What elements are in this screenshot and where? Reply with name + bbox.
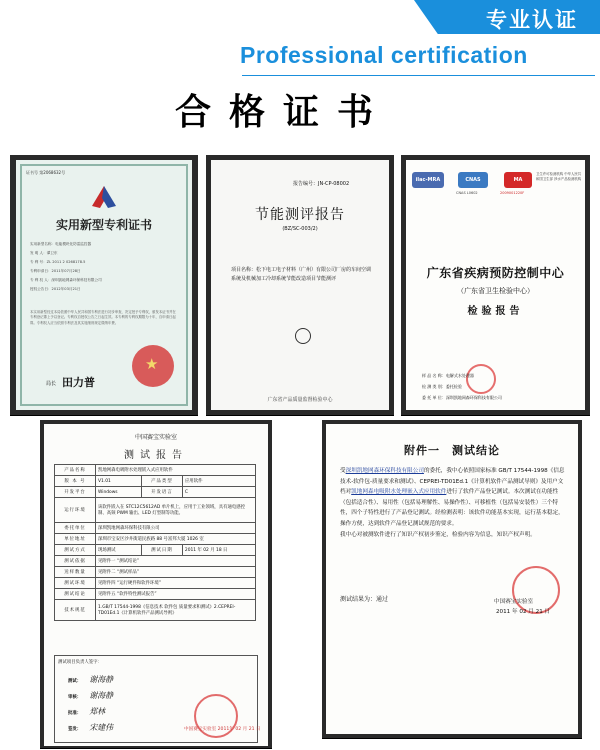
energy-report[interactable]	[211, 160, 389, 410]
issue-date: 2011 年 02 月 21 日	[496, 609, 551, 615]
detail-line: 实用新型名称：电能模块化防雷监控器	[30, 242, 92, 246]
table-row: 技术规范 1.GB/T 17544-1998《信息技术 软件包 质量要求和测试》2.CEPREI-TD01Ed.1《计算机软件产品测试导则》	[55, 600, 256, 621]
header-badge	[408, 0, 600, 34]
seal-text: 中国赛宝实验室 2011年 02 月 21 日	[184, 727, 261, 732]
patent-office-logo-icon	[86, 182, 122, 212]
report-title: 节能测评报告	[255, 207, 345, 223]
detail-line: 发 明 人：谭卫东	[30, 251, 58, 255]
signature-team-label: 测试项目负责人签字：	[58, 660, 102, 665]
table-row: 产品名称 凯地网森电吸附水处理嵌入式应用软件	[55, 465, 256, 476]
cnas-code: CNAS L0602	[456, 191, 478, 195]
signature-row: 测试： 谢海静	[68, 675, 114, 684]
report-table	[54, 464, 256, 621]
detail-line: 专 利 权 人：深圳凯地网森环保科技有限公司	[30, 278, 102, 282]
signature: 田力普	[62, 376, 95, 389]
quality-mark-icon	[295, 328, 311, 344]
signature-label: 局长	[46, 381, 57, 387]
table-row: 委托单位 深圳凯地网森环保科技有限公司	[55, 523, 256, 534]
table-row: 送样数量 见附件二 “测试样品”	[55, 567, 256, 578]
table-row: 测试结论 见附件五 “软件特性测试报告”	[55, 589, 256, 600]
table-row: 开发平台 Windows 开发语言 C	[55, 487, 256, 498]
report-number: 报告编号：JN-CP-08002	[293, 181, 350, 187]
cma-code: 2009001220F	[500, 191, 525, 195]
table-row: 单位地址 深圳市宝安区沙井街道民族路 88 号富邦大厦 1026 室	[55, 534, 256, 545]
signature-row: 批准： 郑林	[68, 707, 106, 716]
table-row: 运行环境 该软件嵌入在 STC12C5612AD 单片机上，应用于工业领域，具有通电感控制、高频 PWM 输出、LED 灯型制等功能。	[55, 498, 256, 523]
table-row: 测试环境 见附件四 “运行硬件和软件环境”	[55, 578, 256, 589]
header-en-title: Professional certification	[240, 42, 528, 68]
header-cn-title: 专业认证	[486, 8, 578, 32]
report-code: (BZ/SC-003/2)	[282, 226, 318, 232]
test-result: 测试结果为：通过	[340, 596, 389, 603]
report-org-subtitle: （广东省卫生检验中心）	[457, 287, 534, 295]
detail-line: 检 测 类 别：委托检验	[422, 384, 462, 389]
report-title: 检验报告	[467, 306, 524, 317]
issuing-org: 广东省产品质量监督检验中心	[267, 397, 333, 403]
accreditation-note: 卫生许可检测机构 中华人民共和国卫生部 涉水产品检测机构	[536, 172, 582, 181]
company-name: 深圳凯地网森环保科技有限公司	[345, 468, 424, 474]
page-title: 合格证书	[175, 91, 392, 133]
certificate-title: 实用新型专利证书	[55, 218, 152, 232]
conclusion-title: 附件一 测试结论	[404, 444, 500, 457]
test-conclusion[interactable]	[326, 424, 578, 734]
lab-name: 中国赛宝实验室	[494, 599, 534, 605]
table-row: 版 本 号 V1.01 产品类型 应用软件	[55, 476, 256, 487]
project-name: 项目名称：松下电工电子材料（广州）有限公司厂房的车间空调系统及机械加工冷却系统节能改造项目节能测评	[231, 267, 372, 282]
certificate-paragraph: 本实用新型经过本局依照中华人民共和国专利法进行初步审查，决定授予专利权，颁发本证书并在专利登记簿上予以登记。专利权自授权公告之日起生效。本专利的专利权期限为十年，自申请日起算。专利权人应当依照专利法及其实施细则规定缴纳年费。	[30, 310, 176, 325]
table-row: 测试依据 见附件一 “测试结论”	[55, 556, 256, 567]
table-row: 测试方式 现场测试 测试日期 2011 年 02 月 18 日	[55, 545, 256, 556]
certificate-number: 证书号 第2068632号	[26, 170, 66, 175]
conclusion-body: 受深圳凯地网森环保科技有限公司的委托，我中心依照国家标准 GB/T 17544-1998《信息技术-软件包-质量要求和测试》、CEPREI-TD01Ed.1《计算机软件产品测试导则》及用户文档对凯地网森电吸附水处理嵌入式应用软件进行了软件产品登记测试。本次测试在功能性（包括适合性）、易用性（包括易理解性、易操作性）、可移植性（包括易安装性）三个特性，四个子特性进行了产品登记测试。经检测表明：该软件功能基本实现，运行基本稳定，操作方便，达到软件产品登记测试规范的要求。 我中心对被测软件进行了知识产权初步鉴定，检验内容为信息，知识产权声明。	[340, 468, 565, 538]
product-name: 凯地网森电吸附水处理嵌入式应用软件	[351, 489, 447, 496]
signature-row: 签发： 宋建伟	[68, 723, 114, 732]
cnas-logo-icon: CNAS	[458, 172, 488, 188]
report-org-title: 广东省疾病预防控制中心	[426, 266, 565, 280]
lab-name: 中国赛宝实验室	[134, 434, 177, 441]
cma-logo-icon: MA	[504, 172, 532, 188]
report-title: 测试报告	[124, 450, 188, 461]
signature-row: 审核： 谢海静	[68, 691, 114, 700]
detail-line: 专利申请日：2011年07月28日	[30, 269, 81, 273]
certificate-details	[30, 240, 180, 294]
software-test-report[interactable]	[44, 424, 268, 746]
ilac-logo-icon: ilac-MRA	[412, 172, 444, 188]
header-divider	[242, 75, 595, 76]
official-seal-icon	[132, 345, 174, 387]
patent-certificate[interactable]	[16, 160, 192, 410]
detail-line: 专 利 号：ZL 2011 2 0268178.5	[30, 260, 86, 264]
cdc-report[interactable]	[406, 160, 585, 410]
detail-line: 样 品 名 称：电解式水处理器	[422, 373, 474, 378]
detail-line: 授权公告日：2012年03月21日	[30, 287, 81, 291]
report-details	[422, 370, 582, 403]
detail-line: 委 托 单 位：深圳凯地网森环保科技有限公司	[422, 395, 502, 400]
